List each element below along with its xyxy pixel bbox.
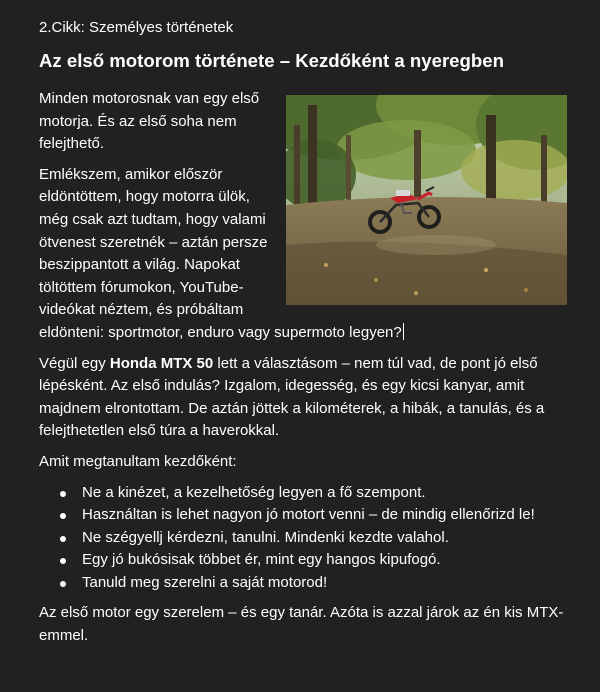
paragraph-3: [39, 353, 567, 443]
bullet-icon: [60, 581, 66, 587]
list-item: [82, 482, 567, 505]
bullet-icon: [60, 513, 66, 519]
list-item-text: Használtan is lehet nagyon jó motort venni – de mindig ellenőrizd le!: [82, 506, 535, 524]
paragraph-2-text: Emlékszem, amikor először eldöntöttem, hogy motorra ülök, még csak azt tudtam, hogy valami ötvenest szeretnék – aztán persze beszippantott a világ. Napokat töltöttem fórumokon, YouTube-videókat néztem, és próbáltam eldönteni: sportmotor, enduro vagy supermoto legyen?: [39, 165, 402, 341]
bike-model: Honda MTX 50: [109, 354, 214, 372]
bullet-icon: [60, 536, 66, 542]
article-kicker: 2.Cikk: Személyes történetek: [39, 19, 234, 36]
bullet-icon: [60, 491, 66, 497]
list-item: [82, 549, 567, 572]
list-item: [82, 527, 567, 550]
list-item-text: Egy jó bukósisak többet ér, mint egy hangos kipufogó.: [82, 551, 441, 569]
paragraph-3-before: Végül egy: [39, 354, 110, 372]
lessons-list: [39, 482, 567, 595]
bullet-icon: [60, 558, 66, 564]
paragraph-1: Minden motorosnak van egy első motorja. És az első soha nem felejthető.: [39, 90, 260, 153]
list-item-text: Ne szégyellj kérdezni, tanulni. Mindenki kezdte valahol.: [82, 528, 449, 546]
text-cursor: [403, 323, 404, 340]
lessons-intro: Amit megtanultam kezdőként:: [39, 452, 237, 470]
article-body: [39, 88, 567, 656]
motorcycle-photo: [286, 95, 567, 305]
closing-paragraph: Az első motor egy szerelem – és egy tanár. Azóta is azzal járok az én kis MTX-emmel.: [39, 604, 564, 645]
paragraph-3-after: lett a választásom – nem túl vad, de pont jó első lépésként. Az első indulás? Izgalom, idegesség, és egy kicsi kanyar, amit majdnem elrontottam. De aztán jöttek a kilométerek, a hibák, a tanulás, és a felejthetetlen első túra a haverokkal.: [39, 354, 545, 440]
list-item: [82, 504, 567, 527]
article-title: Az első motorom története – Kezdőként a nyeregben: [39, 50, 504, 71]
list-item-text: Ne a kinézet, a kezelhetőség legyen a fő szempont.: [82, 483, 426, 501]
list-item: [82, 572, 567, 595]
list-item-text: Tanuld meg szerelni a saját motorod!: [82, 573, 328, 591]
